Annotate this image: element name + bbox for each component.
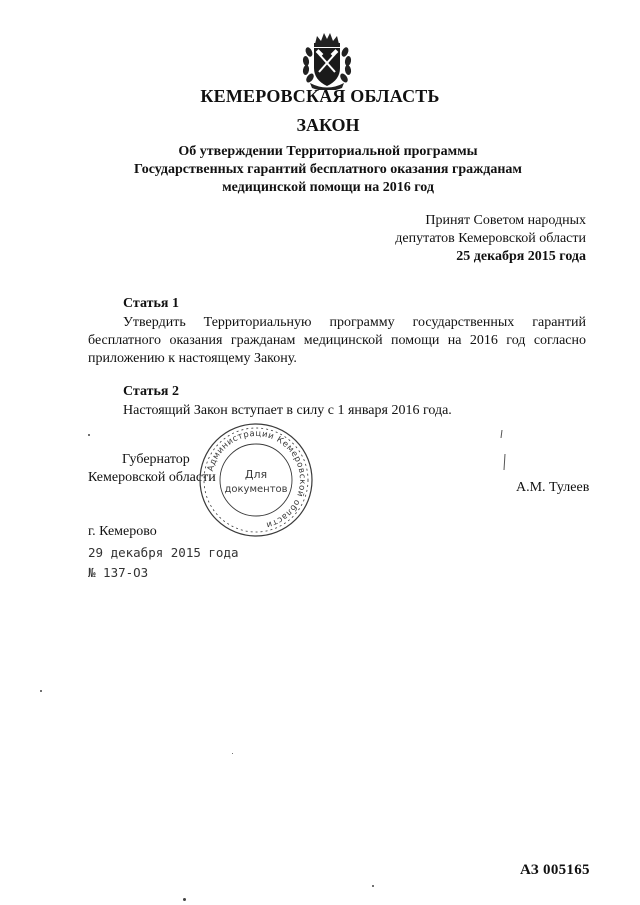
article-2-text: Настоящий Закон вступает в силу с 1 января 2016 года.	[123, 403, 452, 418]
signatory-name: А.М. Тулеев	[516, 480, 590, 495]
scan-speck	[372, 885, 374, 887]
adoption-line: Принят Советом народных	[425, 213, 586, 228]
law-subject-line: Государственных гарантий бесплатного оказания гражданам	[134, 162, 522, 177]
official-stamp	[196, 420, 316, 540]
stamp-center-line: Для	[244, 468, 268, 481]
adoption-line: депутатов Кемеровской области	[395, 231, 586, 246]
adoption-date: 25 декабря 2015 года	[456, 249, 586, 264]
signatory-title-line: Губернатор	[122, 452, 190, 467]
scan-speck	[88, 434, 90, 436]
stamp-center-line: документов	[224, 484, 288, 495]
scan-speck	[232, 753, 233, 754]
law-subject-line: Об утверждении Территориальной программы	[178, 144, 478, 159]
scan-speck	[183, 898, 186, 901]
stamp-ring-text: Администрации Кемеровской области	[205, 428, 308, 530]
law-number: № 137-ОЗ	[88, 565, 149, 580]
signing-date: 29 декабря 2015 года	[88, 545, 239, 560]
region-title: КЕМЕРОВСКАЯ ОБЛАСТЬ	[200, 86, 440, 106]
coat-of-arms-icon	[300, 30, 354, 90]
law-subject-line: медицинской помощи на 2016 год	[222, 180, 434, 195]
article-1-text: Утвердить Территориальную программу государственных гарантий бесплатного оказания гражданам медицинской помощи на 2016 год согласно приложению к настоящему Закону.	[88, 315, 586, 366]
signatory-title-line: Кемеровской области	[88, 470, 216, 485]
scan-speck	[40, 690, 42, 692]
article-1-heading: Статья 1	[123, 296, 179, 311]
law-subject	[0, 143, 640, 197]
article-2-heading: Статья 2	[123, 384, 179, 399]
document-type-title: ЗАКОН	[296, 115, 360, 135]
adoption-block	[395, 212, 586, 266]
signature-mark-icon	[496, 428, 512, 472]
city-name: г. Кемерово	[88, 524, 157, 539]
serial-number: АЗ 005165	[520, 862, 590, 878]
